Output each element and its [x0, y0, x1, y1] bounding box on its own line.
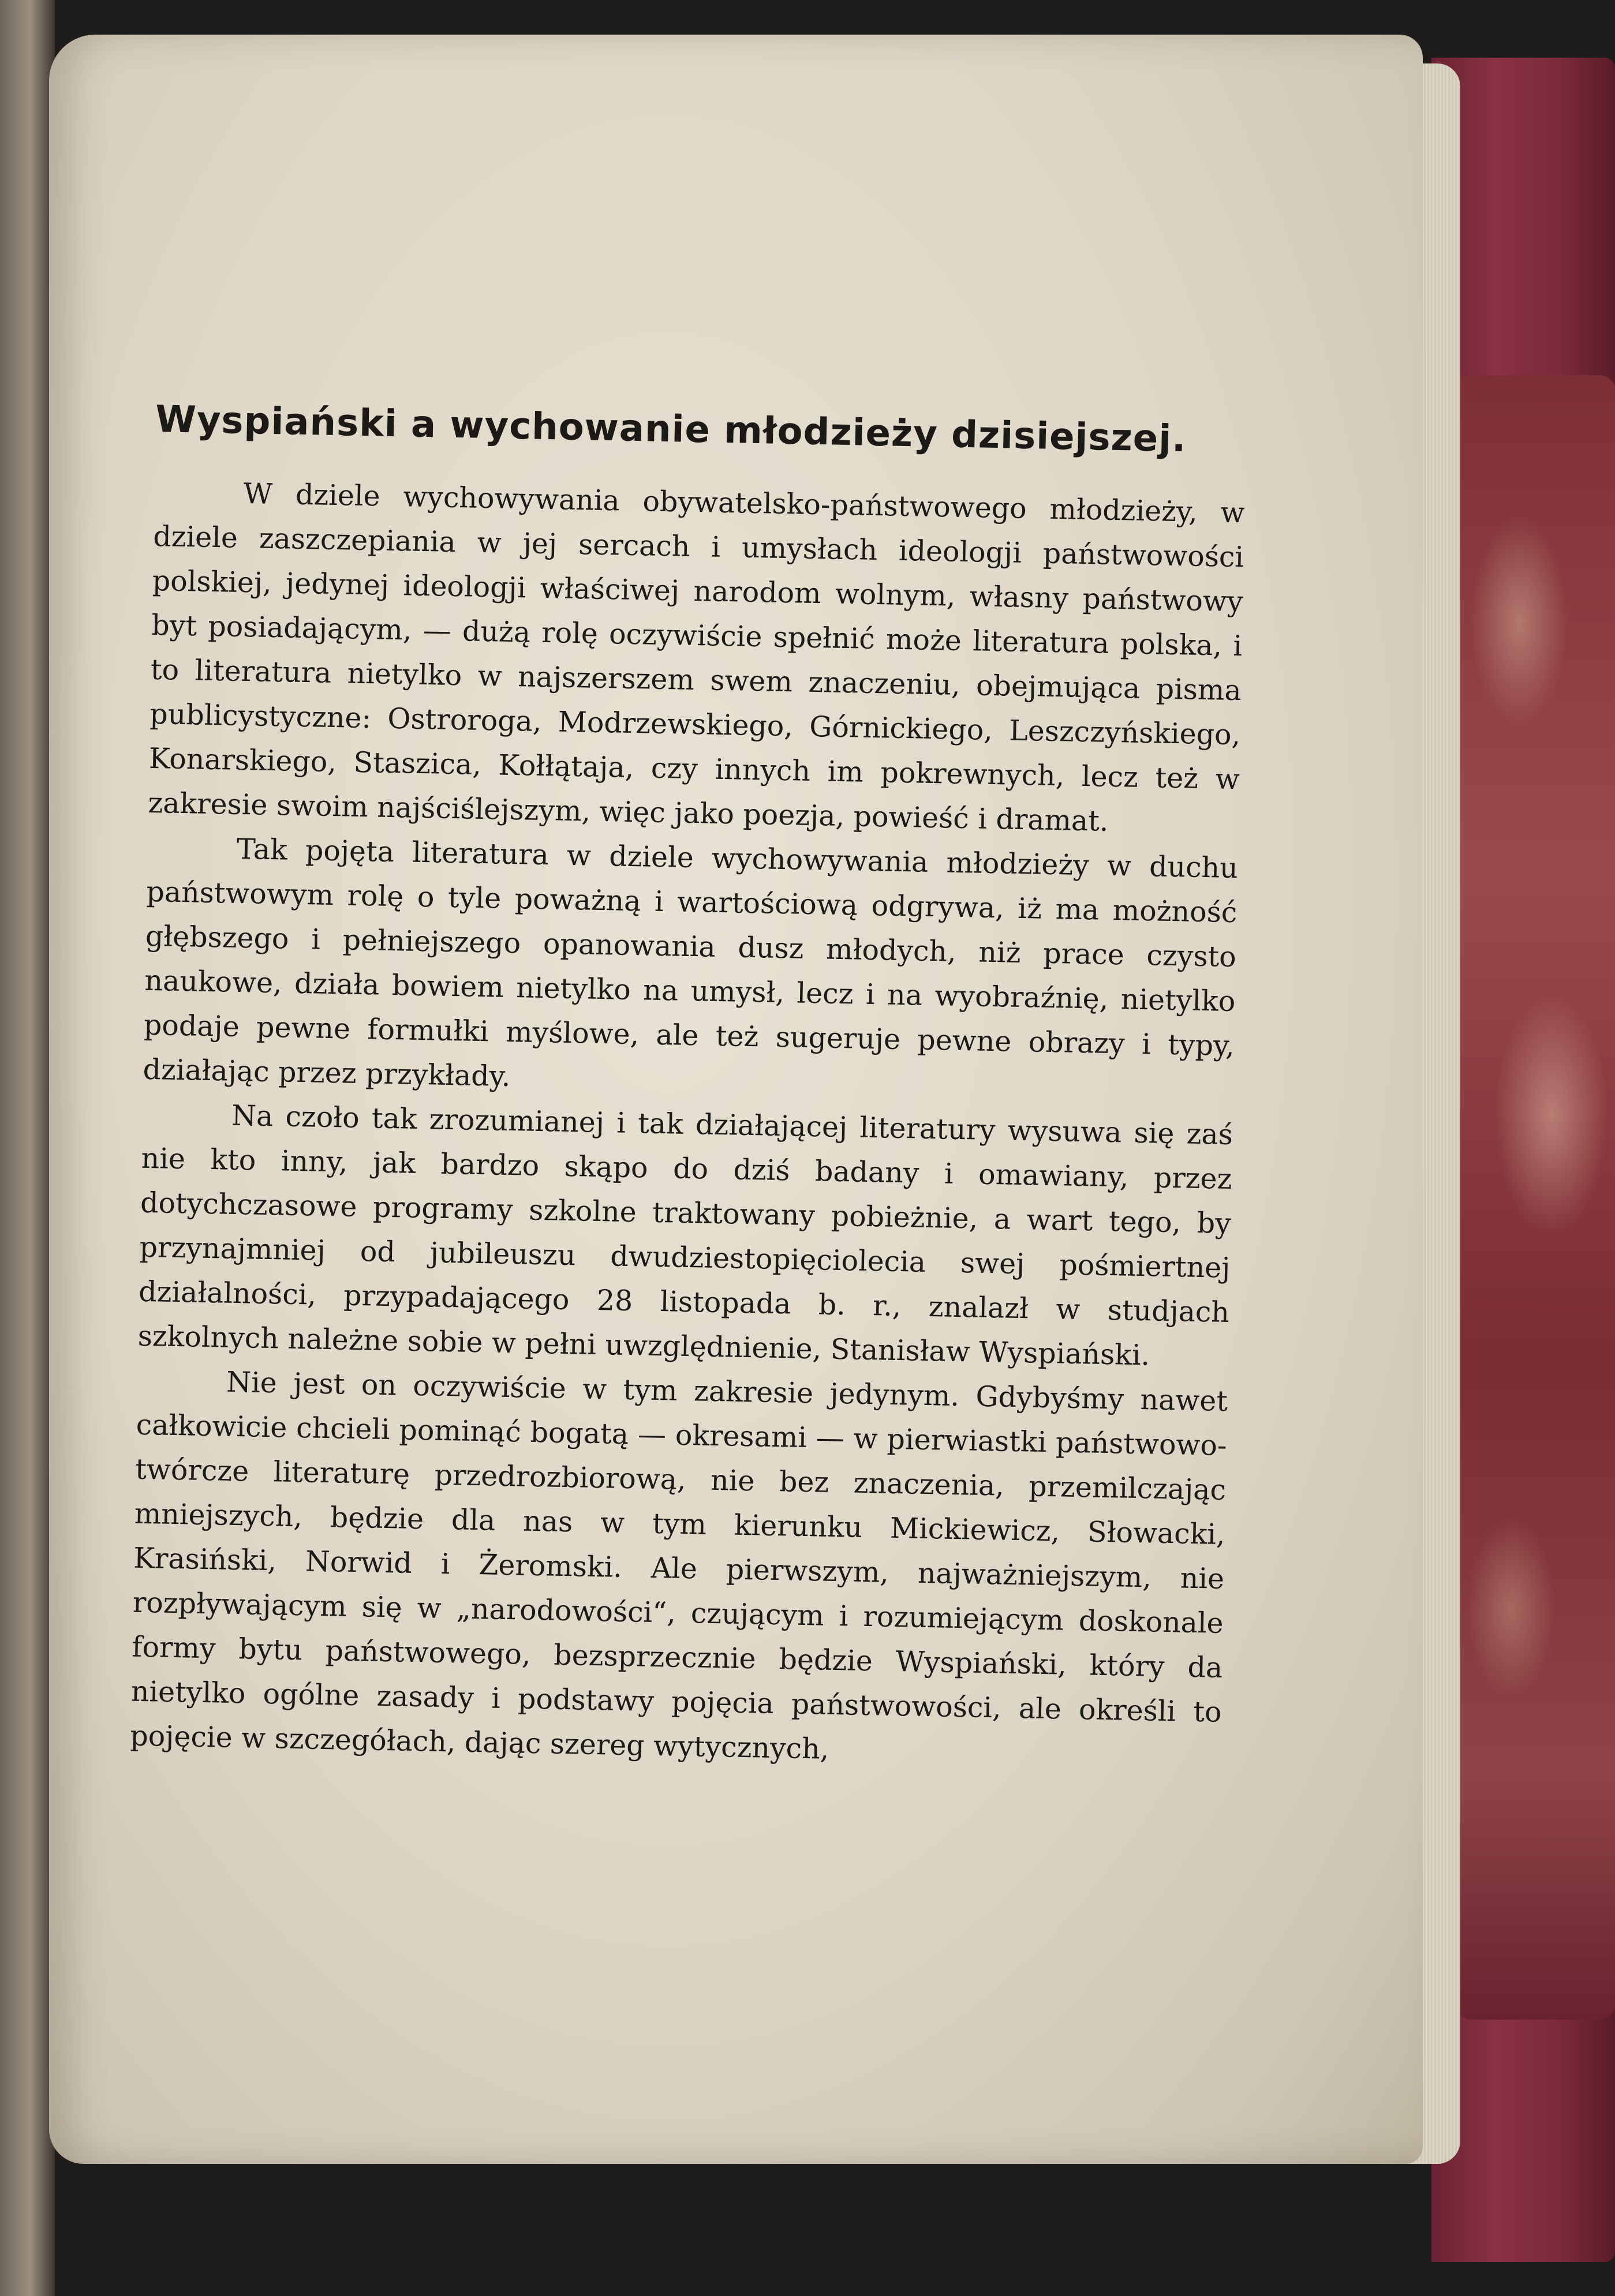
paragraph-4: Nie jest on oczywiście w tym zakresie jedynym. Gdybyśmy nawet całkowicie chcieli pominąć bogatą — okresami — w pierwiastki państwowo-twórcze literaturę przedrozbiorową, nie bez znaczenia, przemilczając mniejszych, będzie dla nas w tym kierunku Mickiewicz, Słowacki, Krasiński, Norwid i Żeromski. Ale pierwszym, najważniejszym, nie rozpływającym się w „narodowości“, czującym i rozumiejącym doskonale formy bytu państwowego, bezsprzecznie będzie Wyspiański, który da nietylko ogólne zasady i podstawy pojęcia państwowości, ale określi to pojęcie w szczegółach, dając szereg wytycznych, — [129, 1365, 1228, 1766]
article-body — [130, 470, 1246, 1779]
marbled-cover-pattern — [1455, 375, 1615, 2020]
page-content — [130, 398, 1247, 1779]
left-page-edge — [0, 0, 55, 2296]
paragraph-3: Na czoło tak zrozumianej i tak działającej literatury wysuwa się zaś nie kto inny, jak bardzo skąpo do dziś badany i omawiany, przez dotychczasowe programy szkolne traktowany pobieżnie, a wart tego, by przynajmniej od jubileuszu dwudziestopięciolecia swej pośmiertnej działalności, przypadającego 28 listopada b. r., znalazł w studjach szkolnych należne sobie w pełni uwzględnienie, Stanisław Wyspiański. — [137, 1099, 1233, 1372]
paragraph-1: W dziele wychowywania obywatelsko-państwowego młodzieży, w dziele zaszczepiania w jej sercach i umysłach ideologji państwowości polskiej, jedynej ideologji właściwej narodom wolnym, własny państwowy byt posiadającym, — dużą rolę oczywiście spełnić może literatura polska, i to literatura nietylko w najszerszem swem znaczeniu, obejmująca pisma publicystyczne: Ostroroga, Modrzewskiego, Górnickiego, Leszczyńskiego, Konarskiego, Staszica, Kołłątaja, czy innych im pokrewnych, lecz też w zakresie swoim najściślejszym, więc jako poezja, powieść i dramat. — [147, 477, 1246, 838]
paragraph-2: Tak pojęta literatura w dziele wychowywania młodzieży w duchu państwowym rolę o tyle poważną i wartościową odgrywa, iż ma możność głębszego i pełniejszego opanowania dusz młodych, niż prace czysto naukowe, działa bowiem nietylko na umysł, lecz i na wyobraźnię, nietylko podaje pewne formułki myślowe, ale też sugeruje pewne obrazy i typy, działając przez przykłady. — [143, 832, 1239, 1093]
page-title: Wyspiański a wychowanie młodzieży dzisiejszej. — [155, 398, 1187, 461]
